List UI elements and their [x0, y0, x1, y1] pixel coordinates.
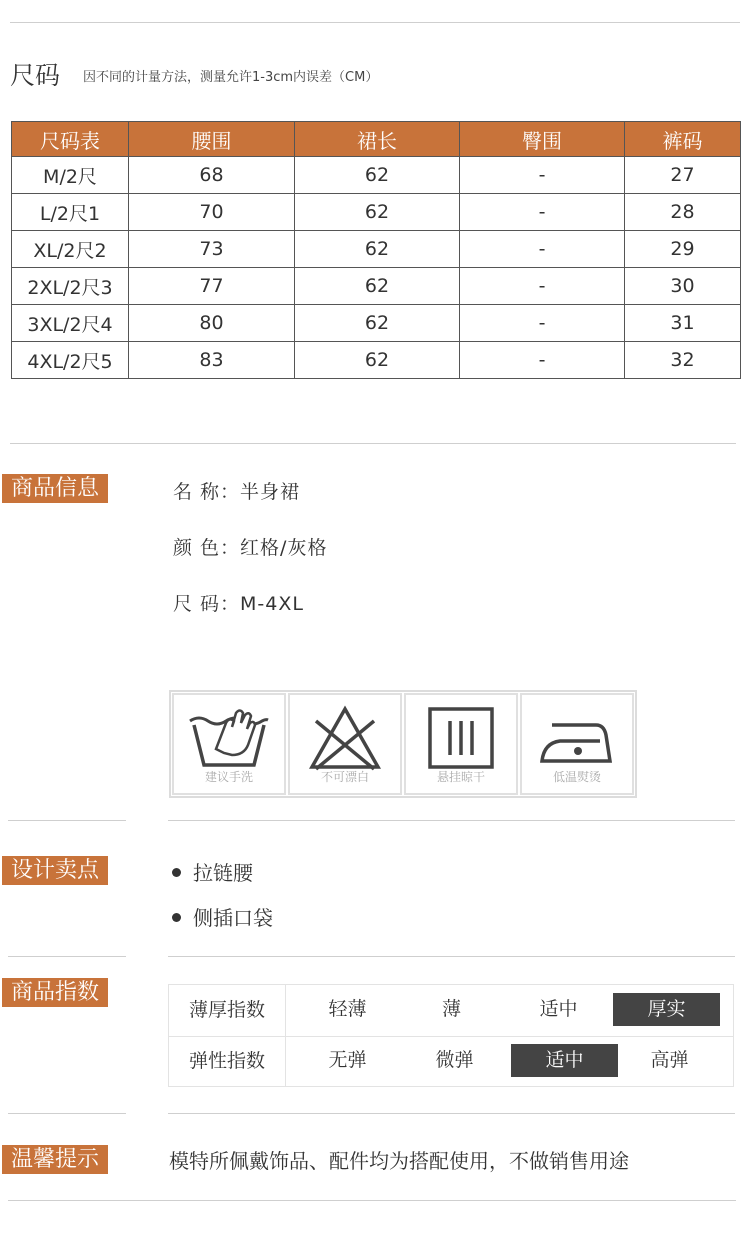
- no-bleach-icon: [302, 703, 388, 771]
- product-color-line: 颜 色：红格/灰格: [173, 537, 328, 559]
- hang-dry-icon: [418, 703, 504, 771]
- index-option: 适中: [539, 998, 578, 1020]
- table-cell: -: [460, 157, 625, 194]
- table-cell: 32: [625, 342, 741, 379]
- table-cell: 30: [625, 268, 741, 305]
- divider: [8, 820, 126, 821]
- care-item-hand-wash: [172, 693, 286, 795]
- tips-text: 模特所佩戴饰品、配件均为搭配使用，不做销售用途: [169, 1149, 629, 1173]
- product-size-line: 尺 码：M-4XL: [173, 593, 304, 615]
- table-row: [12, 231, 741, 268]
- table-cell: M/2尺: [12, 157, 129, 194]
- product-info-label: 商品信息: [2, 474, 108, 503]
- index-option: 轻薄: [328, 998, 367, 1020]
- table-row: [12, 305, 741, 342]
- design-label: 设计卖点: [2, 856, 108, 885]
- header-hip: 臀围: [460, 122, 625, 157]
- top-divider: [10, 22, 740, 23]
- index-option: 微弹: [435, 1049, 474, 1071]
- divider: [8, 956, 126, 957]
- table-cell: 77: [129, 268, 295, 305]
- design-point: [172, 857, 253, 886]
- table-cell: -: [460, 342, 625, 379]
- table-cell: XL/2尺2: [12, 231, 129, 268]
- divider: [168, 820, 735, 821]
- table-cell: 29: [625, 231, 741, 268]
- table-cell: 28: [625, 194, 741, 231]
- index-option-selected: 厚实: [613, 993, 720, 1026]
- tips-label: 温馨提示: [2, 1145, 108, 1174]
- table-cell: -: [460, 194, 625, 231]
- table-cell: -: [460, 231, 625, 268]
- size-table-header: [12, 122, 741, 157]
- size-title: 尺码: [10, 61, 61, 90]
- low-iron-icon: [534, 703, 620, 771]
- table-row: [12, 194, 741, 231]
- table-row: [12, 268, 741, 305]
- index-row-name: 薄厚指数: [169, 985, 286, 1036]
- table-cell: 80: [129, 305, 295, 342]
- care-item-low-iron: [520, 693, 634, 795]
- header-waist: 腰围: [129, 122, 295, 157]
- care-caption: 建议手洗: [204, 770, 253, 784]
- header-skirt-length: 裙长: [295, 122, 460, 157]
- divider: [168, 1113, 735, 1114]
- table-cell: 83: [129, 342, 295, 379]
- care-item-no-bleach: [288, 693, 402, 795]
- divider: [168, 956, 735, 957]
- table-cell: 2XL/2尺3: [12, 268, 129, 305]
- table-cell: 3XL/2尺4: [12, 305, 129, 342]
- table-cell: 68: [129, 157, 295, 194]
- table-cell: 62: [295, 157, 460, 194]
- size-table: [11, 121, 741, 379]
- design-point-text: 侧插口袋: [193, 906, 273, 930]
- table-cell: 70: [129, 194, 295, 231]
- index-option: 薄: [441, 998, 461, 1020]
- care-item-hang-dry: [404, 693, 518, 795]
- header-pant-size: 裤码: [625, 122, 741, 157]
- table-cell: -: [460, 305, 625, 342]
- design-point: [172, 902, 273, 931]
- index-row-name: 弹性指数: [169, 1036, 286, 1087]
- table-cell: 27: [625, 157, 741, 194]
- size-note: 因不同的计量方法，测量允许1-3cm内误差（CM）: [83, 70, 379, 85]
- product-index-table: [168, 984, 734, 1087]
- care-caption: 悬挂晾干: [436, 770, 485, 784]
- table-cell: 62: [295, 268, 460, 305]
- bottom-divider: [8, 1200, 736, 1201]
- header-size-chart: 尺码表: [12, 122, 129, 157]
- divider: [10, 443, 736, 444]
- index-option-selected: 适中: [511, 1044, 618, 1077]
- care-caption: 低温熨烫: [552, 770, 601, 784]
- table-row: [12, 157, 741, 194]
- bullet-dot: [172, 868, 181, 877]
- hand-wash-icon: [186, 703, 272, 771]
- design-point-text: 拉链腰: [193, 861, 253, 885]
- table-cell: 62: [295, 194, 460, 231]
- index-option: 高弹: [650, 1049, 689, 1071]
- care-caption: 不可漂白: [320, 770, 369, 784]
- index-option: 无弹: [328, 1049, 367, 1071]
- divider: [8, 1113, 126, 1114]
- table-cell: 73: [129, 231, 295, 268]
- index-row-thickness: [169, 985, 733, 1037]
- table-cell: L/2尺1: [12, 194, 129, 231]
- index-label: 商品指数: [2, 978, 108, 1007]
- table-cell: 62: [295, 231, 460, 268]
- table-row: [12, 342, 741, 379]
- table-cell: 4XL/2尺5: [12, 342, 129, 379]
- bullet-dot: [172, 913, 181, 922]
- table-cell: -: [460, 268, 625, 305]
- table-cell: 62: [295, 305, 460, 342]
- table-cell: 31: [625, 305, 741, 342]
- care-instructions: [169, 690, 637, 798]
- table-cell: 62: [295, 342, 460, 379]
- index-row-elasticity: [169, 1036, 733, 1087]
- product-name-line: 名 称：半身裙: [173, 481, 301, 503]
